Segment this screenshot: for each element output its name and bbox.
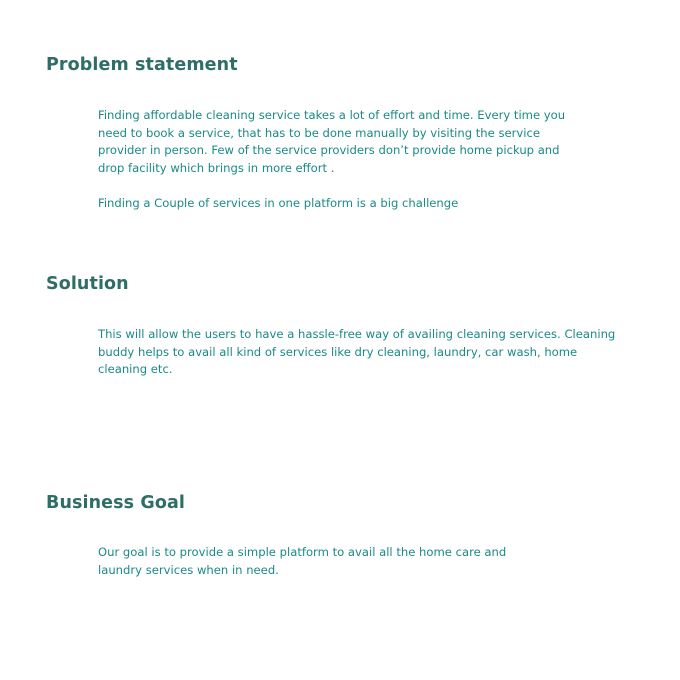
problem-statement-text [98, 107, 565, 177]
text-line: need to book a service, that has to be done manually by visiting the service [98, 125, 540, 140]
text-line: buddy helps to avail all kind of services like dry cleaning, laundry, car wash, home [98, 344, 578, 359]
business-goal-text [98, 544, 506, 579]
text-line: laundry services when in need. [98, 562, 279, 577]
solution-heading: Solution [46, 274, 129, 294]
business-goal-heading: Business Goal [46, 493, 185, 513]
solution-text [98, 326, 615, 379]
text-line: drop facility which brings in more effort . [98, 160, 335, 175]
text-line: Our goal is to provide a simple platform to avail all the home care and [98, 545, 507, 559]
text-line: Finding a Couple of services in one platform is a big challenge [98, 196, 459, 210]
text-line: This will allow the users to have a hassle-free way of availing cleaning services. Cleaning [98, 327, 616, 341]
problem-statement-challenge-text [98, 195, 458, 213]
text-line: cleaning etc. [98, 362, 173, 376]
problem-statement-heading: Problem statement [46, 55, 238, 75]
text-line: Finding affordable cleaning service takes a lot of effort and time. Every time you [98, 108, 566, 122]
text-line: provider in person. Few of the service providers don’t provide home pickup and [98, 143, 560, 157]
